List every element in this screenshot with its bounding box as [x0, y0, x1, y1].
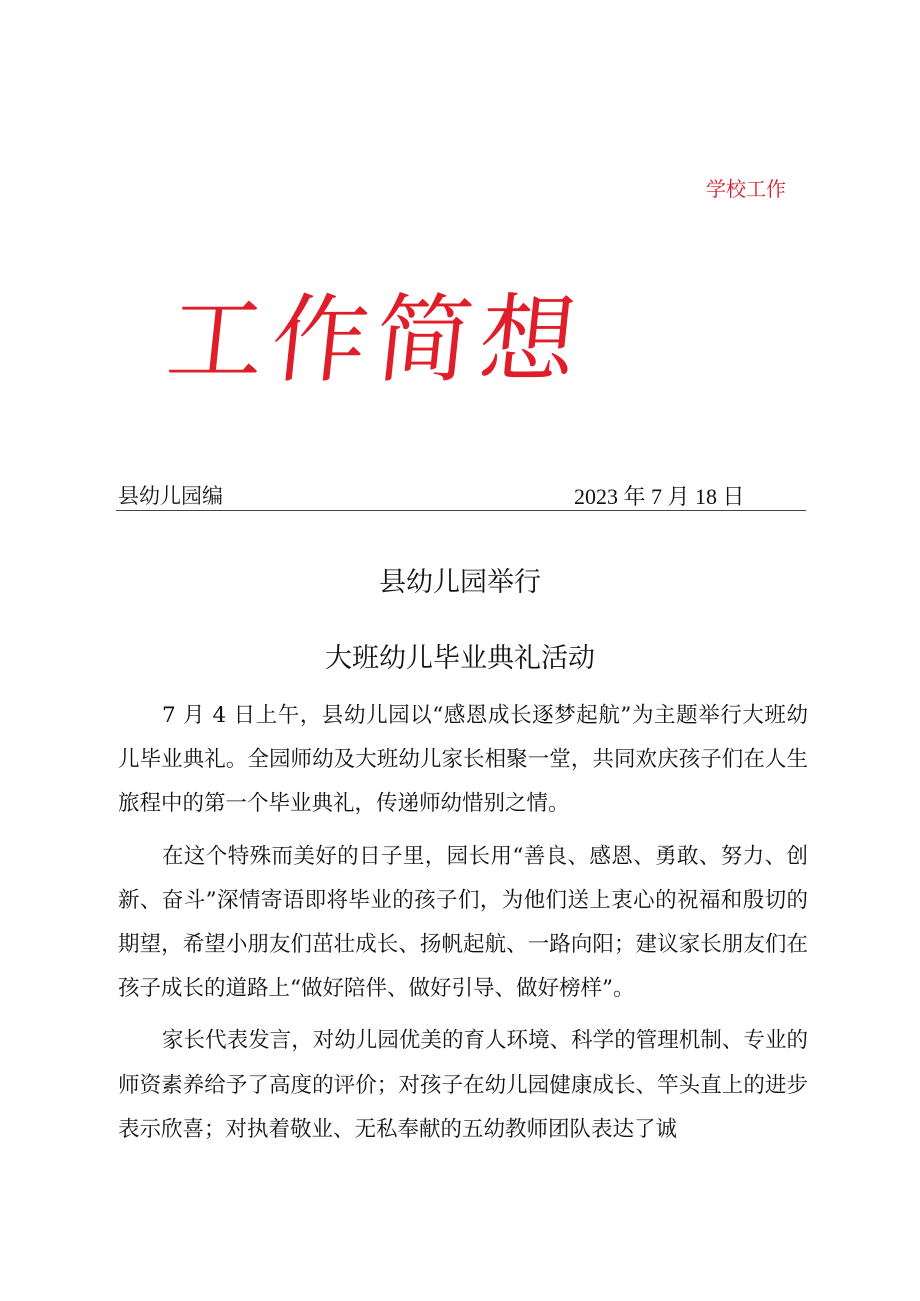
- publication-date: 2023 年 7 月 18 日: [574, 484, 745, 509]
- article-paragraph: 7 月 4 日上午，县幼儿园以“感恩成长逐梦起航”为主题举行大班幼儿毕业典礼。全园师幼及大班幼儿家长相聚一堂，共同欢庆孩子们在人生旅程中的第一个毕业典礼，传递师幼惜别之情。: [118, 703, 808, 817]
- article-title-line-1: 县幼儿园举行: [379, 567, 541, 598]
- article-paragraph: 家长代表发言，对幼儿园优美的育人环境、科学的管理机制、专业的师资素养给予了高度的评价；对孩子在幼儿园健康成长、竿头直上的进步表示欣喜；对执着敬业、无私奉献的五幼教师团队表达了诚: [118, 1028, 808, 1142]
- category-label: 学校工作: [706, 177, 786, 201]
- article-body: [118, 694, 808, 1160]
- publication-meta-row: [116, 478, 806, 511]
- article-title-line-2: 大班幼儿毕业典礼活动: [325, 643, 595, 674]
- article-paragraph: 在这个特殊而美好的日子里，园长用“善良、感恩、勇敢、努力、创新、奋斗”深情寄语即将毕业的孩子们，为他们送上衷心的祝福和殷切的期望，希望小朋友们茁壮成长、扬帆起航、一路向阳；建议家长朋友们在孩子成长的道路上“做好陪伴、做好引导、做好榜样”。: [118, 843, 808, 1002]
- masthead-title: 工作简想: [162, 284, 590, 396]
- publisher-label: 县幼儿园编: [118, 484, 223, 508]
